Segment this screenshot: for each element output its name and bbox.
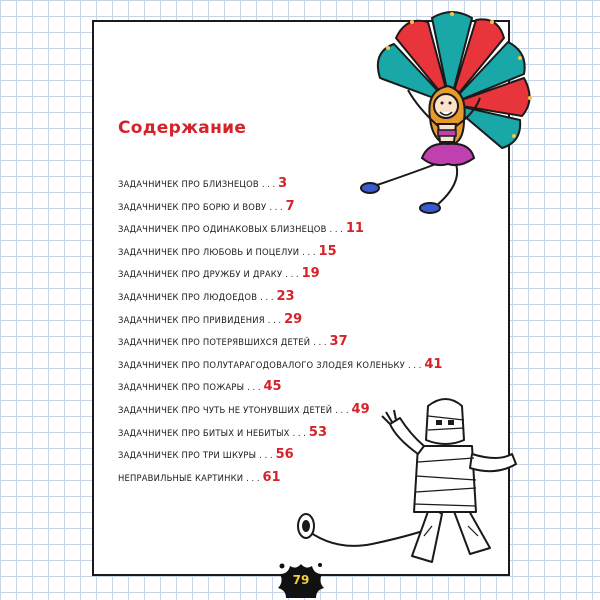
toc-title: Содержание [118, 118, 247, 138]
toc-item-page: 29 [284, 311, 303, 327]
toc-item-dots: . . . [260, 291, 274, 302]
toc-item [118, 289, 442, 312]
toc-item-dots: . . . [329, 224, 343, 235]
toc-item-text: ЗАДАЧНИЧЕК ПРО БИТЫХ И НЕБИТЫХ [118, 427, 290, 438]
toc-item-dots: . . . [335, 404, 349, 415]
toc-item [118, 312, 442, 335]
toc-item-page: 61 [262, 469, 281, 485]
toc-item-text: ЗАДАЧНИЧЕК ПРО ОДИНАКОВЫХ БЛИЗНЕЦОВ [118, 224, 327, 235]
toc-item-dots: . . . [261, 179, 276, 189]
toc-item-page: 53 [308, 424, 328, 440]
toc-item-dots: . . . [246, 472, 260, 483]
toc-item-text: ЗАДАЧНИЧЕК ПРО ДРУЖБУ И ДРАКУ [118, 269, 283, 280]
toc-item [118, 334, 442, 357]
toc-item-page: 7 [285, 198, 295, 214]
toc-item-page: 15 [318, 243, 337, 259]
toc-item-page: 41 [424, 356, 443, 372]
toc-item-dots: . . . [269, 201, 283, 212]
toc-item-dots: . . . [408, 359, 422, 370]
toc-item-text: ЗАДАЧНИЧЕК ПРО ПОТЕРЯВШИХСЯ ДЕТЕЙ [118, 337, 311, 348]
toc-item-text: НЕПРАВИЛЬНЫЕ КАРТИНКИ [118, 472, 244, 483]
toc-item-dots: . . . [313, 337, 327, 348]
toc-item-page: 11 [345, 221, 364, 237]
page-number: 79 [292, 573, 310, 587]
toc-item-dots: . . . [259, 450, 273, 461]
toc-item-page: 56 [275, 447, 294, 463]
toc-item-text: ЗАДАЧНИЧЕК ПРО ЛЮБОВЬ И ПОЦЕЛУИ [118, 246, 300, 257]
mummy-illustration [292, 376, 524, 570]
toc-item [118, 266, 442, 289]
toc-item-text: ЗАДАЧНИЧЕК ПРО ПОЛУТАРАГОДОВАЛОГО ЗЛОДЕЯ КОЛЕНЬКУ [118, 359, 405, 370]
toc-item [118, 244, 442, 267]
toc-item-dots: . . . [292, 427, 306, 438]
toc-item-text: ЗАДАЧНИЧЕК ПРО ПОЖАРЫ [118, 382, 245, 393]
toc-item-page: 23 [276, 288, 295, 304]
toc-item-page: 45 [263, 379, 282, 395]
toc-item-text: ЗАДАЧНИЧЕК ПРО ЧУТЬ НЕ УТОНУВШИХ ДЕТЕЙ [118, 404, 333, 415]
toc-item-page: 19 [301, 266, 320, 282]
toc-item-text: ЗАДАЧНИЧЕК ПРО ЛЮДОЕДОВ [118, 291, 258, 302]
toc-item-text: ЗАДАЧНИЧЕК ПРО ТРИ ШКУРЫ [118, 450, 257, 461]
toc-item-dots: . . . [267, 314, 282, 325]
dancer-illustration [352, 8, 548, 218]
toc-item-text: ЗАДАЧНИЧЕК ПРО БОРЮ И ВОВУ [118, 201, 267, 212]
toc-item-dots: . . . [302, 246, 316, 257]
toc-item-page: 37 [329, 334, 348, 350]
page-badge [276, 560, 326, 600]
toc-item-text: ЗАДАЧНИЧЕК ПРО ПРИВИДЕНИЯ [118, 314, 265, 325]
toc-item-dots: . . . [247, 382, 261, 393]
toc-item-text: ЗАДАЧНИЧЕК ПРО БЛИЗНЕЦОВ [118, 179, 259, 189]
toc-item-page: 3 [278, 176, 288, 191]
toc-item-dots: . . . [285, 269, 299, 280]
toc-item-page: 49 [351, 401, 370, 417]
toc-item [118, 221, 442, 244]
